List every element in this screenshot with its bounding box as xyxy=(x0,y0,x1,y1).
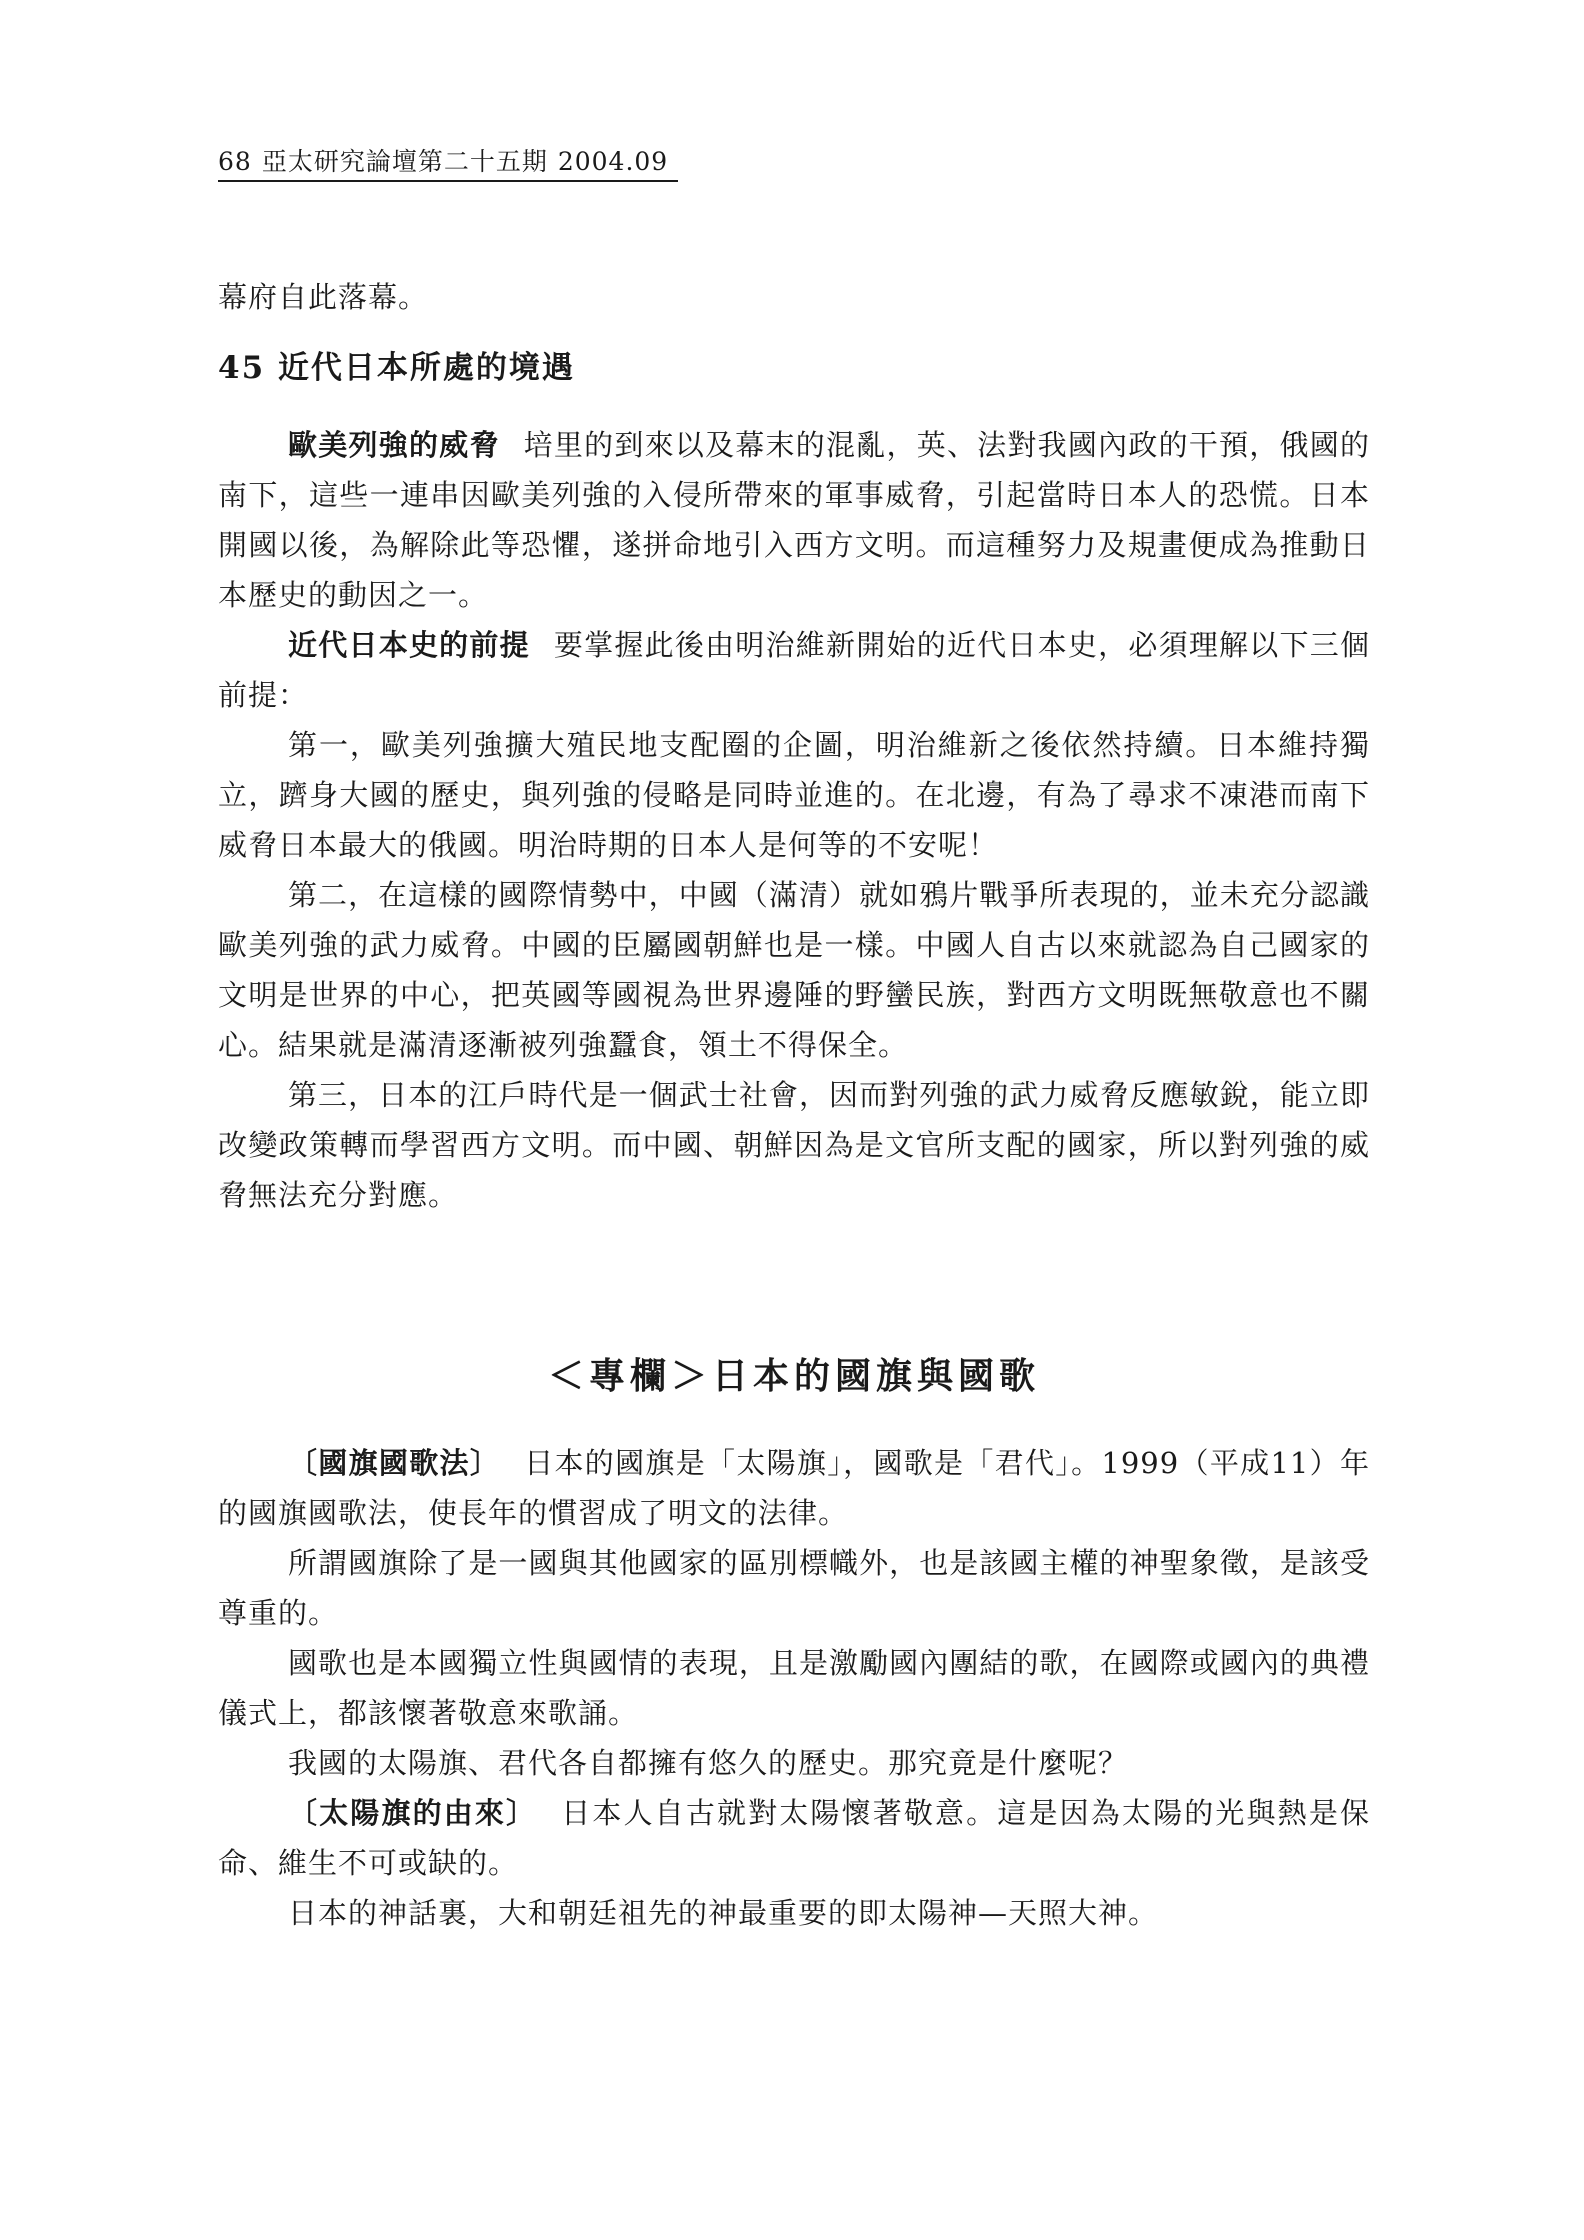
paragraph-lead: 歐美列強的威脅 xyxy=(288,428,500,462)
section-title: 近代日本所處的境遇 xyxy=(277,350,575,386)
paragraph-lead: 〔太陽旗的由來〕 xyxy=(288,1796,538,1830)
column-title: ＜專欄＞日本的國旗與國歌 xyxy=(547,1355,1040,1397)
journal-title: 亞太研究論壇第二十五期 xyxy=(261,147,548,176)
paragraph: 第三，日本的江戶時代是一個武士社會，因而對列強的武力威脅反應敏銳，能立即改變政策轉而學習西方文明。而中國、朝鮮因為是文官所支配的國家，所以對列強的威脅無法充分對應。 xyxy=(218,1078,1370,1212)
paragraph-lead: 〔國旗國歌法〕 xyxy=(288,1446,501,1480)
paragraph-lead: 近代日本史的前提 xyxy=(288,628,530,662)
paragraph: 第一，歐美列強擴大殖民地支配圈的企圖，明治維新之後依然持續。日本維持獨立，躋身大國的歷史，與列強的侵略是同時並進的。在北邊，有為了尋求不凍港而南下威脅日本最大的俄國。明治時期的日本人是何等的不安呢！ xyxy=(218,728,1370,862)
column-body xyxy=(218,1438,1370,1938)
opening-line: 幕府自此落幕。 xyxy=(218,280,429,314)
page-number: 68 xyxy=(218,147,252,176)
paragraph: 所謂國旗除了是一國與其他國家的區別標幟外，也是該國主權的神聖象徵，是該受尊重的。 xyxy=(218,1546,1370,1630)
paragraph: 日本的神話裏，大和朝廷祖先的神最重要的即太陽神—天照大神。 xyxy=(288,1896,1159,1930)
opening-text xyxy=(218,272,1370,322)
paragraph: 第二，在這樣的國際情勢中，中國（滿清）就如鴉片戰爭所表現的，並未充分認識歐美列強的武力威脅。中國的臣屬國朝鮮也是一樣。中國人自古以來就認為自己國家的文明是世界的中心，把英國等國視為世界邊陲的野蠻民族，對西方文明既無敬意也不關心。結果就是滿清逐漸被列強蠶食，領土不得保全。 xyxy=(218,878,1370,1062)
paragraph-text: 日本人自古就對太陽懷著敬意。這是因為太陽的光與熱是保命、維生不可或缺的。 xyxy=(218,1796,1370,1880)
paragraph xyxy=(218,420,1370,620)
paragraph-text: 日本的國旗是「太陽旗」，國歌是「君代」。1999（平成11）年的國旗國歌法，使長年的慣習成了明文的法律。 xyxy=(218,1446,1370,1530)
running-header xyxy=(218,142,678,182)
section-number: 45 xyxy=(218,350,266,386)
section-heading xyxy=(218,342,575,387)
paragraph-text: 培里的到來以及幕末的混亂，英、法對我國內政的干預，俄國的南下，這些一連串因歐美列強的入侵所帶來的軍事威脅，引起當時日本人的恐慌。日本開國以後，為解除此等恐懼，遂拼命地引入西方文明。而這種努力及規畫便成為推動日本歷史的動因之一。 xyxy=(218,428,1370,612)
paragraph: 國歌也是本國獨立性與國情的表現，且是激勵國內團結的歌，在國際或國內的典禮儀式上，都該懷著敬意來歌誦。 xyxy=(218,1646,1370,1730)
paragraph xyxy=(218,1788,1370,1888)
paragraph xyxy=(218,1438,1370,1538)
paragraph xyxy=(218,620,1370,720)
paragraph: 我國的太陽旗、君代各自都擁有悠久的歷史。那究竟是什麼呢？ xyxy=(288,1746,1129,1780)
paragraph-text: 要掌握此後由明治維新開始的近代日本史，必須理解以下三個前提： xyxy=(218,628,1370,712)
issue-date: 2004.09 xyxy=(557,147,669,176)
section-body xyxy=(218,420,1370,1220)
